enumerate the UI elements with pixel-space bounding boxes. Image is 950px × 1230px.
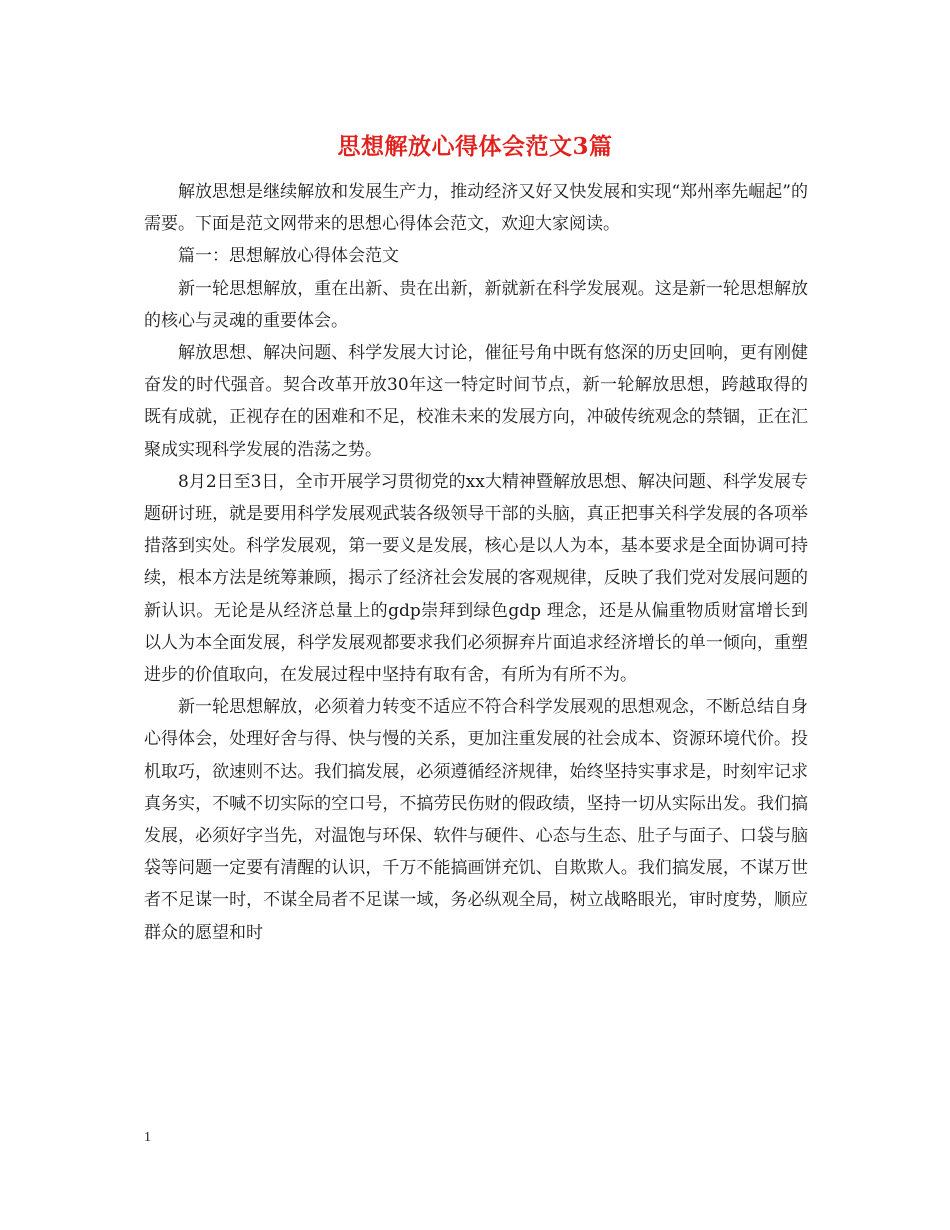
document-title: 思想解放心得体会范文3篇 <box>337 133 613 160</box>
paragraph-section-heading: 篇一：思想解放心得体会范文 <box>178 246 399 267</box>
paragraph-3: 8月2日至3日，全市开展学习贯彻党的xx大精神暨解放思想、解决问题、科学发展专题研讨班，就是要用科学发展观武装各级领导干部的头脑，真正把事关科学发展的各项举措落到实处。科学发展观，第一要义是发展，核心是以人为本，基本要求是全面协调可持续，根本方法是统筹兼顾，揭示了经济社会发展的客观规律，反映了我们党对发展问题的新认识。无论是从经济总量上的gdp崇拜到绿色gdp 理念，还是从偏重物质财富增长到以人为本全面发展，科学发展观都要求我们必须摒弃片面追求经济增长的单一倾向，重塑进步的价值取向，在发展过程中坚持有取有舍，有所为有所不为。 <box>144 471 808 686</box>
document-body <box>144 176 808 949</box>
paragraph-intro: 解放思想是继续解放和发展生产力，推动经济又好又快发展和实现“郑州率先崛起”的需要。下面是范文网带来的思想心得体会范文，欢迎大家阅读。 <box>144 182 808 235</box>
paragraph-1: 新一轮思想解放，重在出新、贵在出新，新就新在科学发展观。这是新一轮思想解放的核心与灵魂的重要体会。 <box>144 278 808 331</box>
paragraph-4: 新一轮思想解放，必须着力转变不适应不符合科学发展观的思想观念，不断总结自身心得体会，处理好舍与得、快与慢的关系，更加注重发展的社会成本、资源环境代价。投机取巧，欲速则不达。我们搞发展，必须遵循经济规律，始终坚持实事求是，时刻牢记求真务实，不喊不切实际的空口号，不搞劳民伤财的假政绩，坚持一切从实际出发。我们搞发展，必须好字当先，对温饱与环保、软件与硬件、心态与生态、肚子与面子、口袋与脑袋等问题一定要有清醒的认识，千万不能搞画饼充饥、自欺欺人。我们搞发展，不谋万世者不足谋一时，不谋全局者不足谋一域，务必纵观全局，树立战略眼光，审时度势，顺应群众的愿望和时 <box>144 697 808 943</box>
paragraph-2: 解放思想、解决问题、科学发展大讨论，催征号角中既有悠深的历史回响，更有刚健奋发的时代强音。契合改革开放30年这一特定时间节点，新一轮解放思想，跨越取得的既有成就，正视存在的困难和不足，校准未来的发展方向，冲破传统观念的禁锢，正在汇聚成实现科学发展的浩荡之势。 <box>144 343 808 460</box>
page-number: 1 <box>144 1130 151 1145</box>
